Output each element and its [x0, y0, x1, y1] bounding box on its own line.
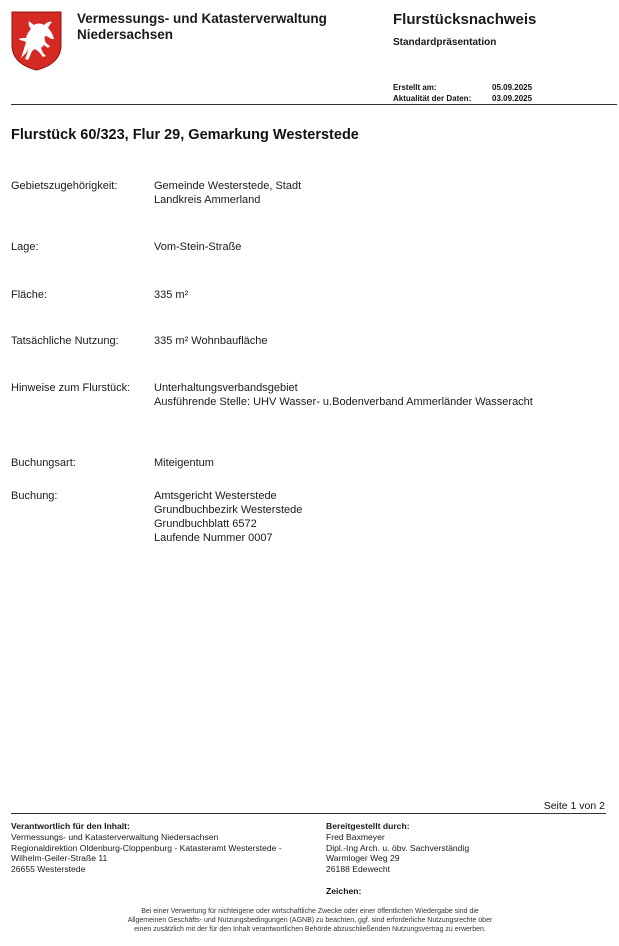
updated-value: 03.09.2025 — [492, 93, 533, 103]
field-value — [154, 381, 533, 409]
updated-label: Aktualität der Daten: — [393, 93, 472, 103]
responsible-line: Vermessungs- und Katasterverwaltung Niedersachsen — [11, 831, 219, 842]
field-value-line: Amtsgericht Westerstede — [154, 490, 277, 502]
lower-saxony-horse-crest-icon — [11, 11, 62, 71]
field-value-line: Vom-Stein-Straße — [154, 241, 242, 253]
responsible-line: Wilhelm-Geiler-Straße 11 — [11, 853, 108, 864]
provided-line: Fred Baxmeyer — [326, 831, 385, 842]
responsible-heading: Verantwortlich für den Inhalt: — [11, 821, 130, 831]
usage-disclaimer — [60, 907, 560, 934]
field-label: Fläche: — [11, 289, 48, 301]
responsible-block — [11, 821, 282, 875]
created-row — [393, 83, 532, 94]
field-label: Gebietszugehörigkeit: — [11, 180, 118, 192]
responsible-line: 26655 Westerstede — [11, 864, 86, 875]
header-divider — [11, 104, 617, 105]
organization-name — [77, 11, 327, 43]
organization-name-line-2: Niedersachsen — [77, 27, 174, 42]
disclaimer-line: Bei einer Verwertung für nichteigene oder wirtschaftliche Zwecke oder einer öffentlichen Wiedergabe sind die — [141, 908, 479, 915]
field-value — [154, 288, 188, 302]
field-value-line: Landkreis Ammerland — [154, 194, 261, 206]
provided-block — [326, 821, 469, 875]
provided-line: Dipl.-Ing Arch. u. öbv. Sachverständig — [326, 842, 470, 853]
field-value-line: Unterhaltungsverbandsgebiet — [154, 382, 298, 394]
field-label: Lage: — [11, 241, 39, 253]
document-subtitle: Standardpräsentation — [393, 37, 497, 48]
document-title: Flurstücksnachweis — [393, 11, 537, 28]
disclaimer-line: Allgemeinen Geschäfts- und Nutzungsbedingungen (AGNB) zu beachten, ggf. sind erforderliche Nutzungsrechte über — [127, 917, 493, 924]
organization-name-line-1: Vermessungs- und Katasterverwaltung — [77, 11, 327, 26]
field-label: Tatsächliche Nutzung: — [11, 335, 119, 347]
page-number: Seite 1 von 2 — [543, 800, 605, 812]
parcel-title: Flurstück 60/323, Flur 29, Gemarkung Westerstede — [11, 127, 359, 143]
field-value — [154, 489, 302, 545]
sign-label: Zeichen: — [326, 886, 362, 896]
provided-heading: Bereitgestellt durch: — [326, 821, 410, 831]
field-value-line: Grundbuchbezirk Westerstede — [154, 504, 303, 516]
field-value — [154, 179, 301, 207]
responsible-line: Regionaldirektion Oldenburg-Cloppenburg - Katasteramt Westerstede - — [11, 842, 282, 853]
provided-line: 26188 Edewecht — [326, 864, 391, 875]
field-value — [154, 456, 214, 470]
field-value-line: 335 m² — [154, 289, 189, 301]
field-value-line: Gemeinde Westerstede, Stadt — [154, 180, 302, 192]
field-label: Hinweise zum Flurstück: — [11, 382, 131, 394]
document-meta — [393, 83, 532, 104]
disclaimer-line: einen zusätzlich mit der für den Inhalt verantwortlichen Behörde abzuschließenden Nutzungsvertrag zu erwerben. — [134, 926, 486, 933]
provided-line: Warmloger Weg 29 — [326, 853, 400, 864]
created-value: 05.09.2025 — [492, 83, 533, 92]
field-value — [154, 334, 268, 348]
field-label: Buchungsart: — [11, 457, 76, 469]
created-label: Erstellt am: — [393, 83, 437, 92]
footer-divider — [11, 813, 606, 814]
field-value-line: Miteigentum — [154, 457, 214, 469]
field-value-line: Laufende Nummer 0007 — [154, 532, 273, 544]
field-label: Buchung: — [11, 490, 58, 502]
field-value-line: Grundbuchblatt 6572 — [154, 518, 257, 530]
field-value-line: 335 m² Wohnbaufläche — [154, 335, 268, 347]
updated-row — [393, 94, 532, 105]
field-value — [154, 240, 241, 254]
field-value-line: Ausführende Stelle: UHV Wasser- u.Bodenverband Ammerländer Wasseracht — [154, 396, 533, 408]
